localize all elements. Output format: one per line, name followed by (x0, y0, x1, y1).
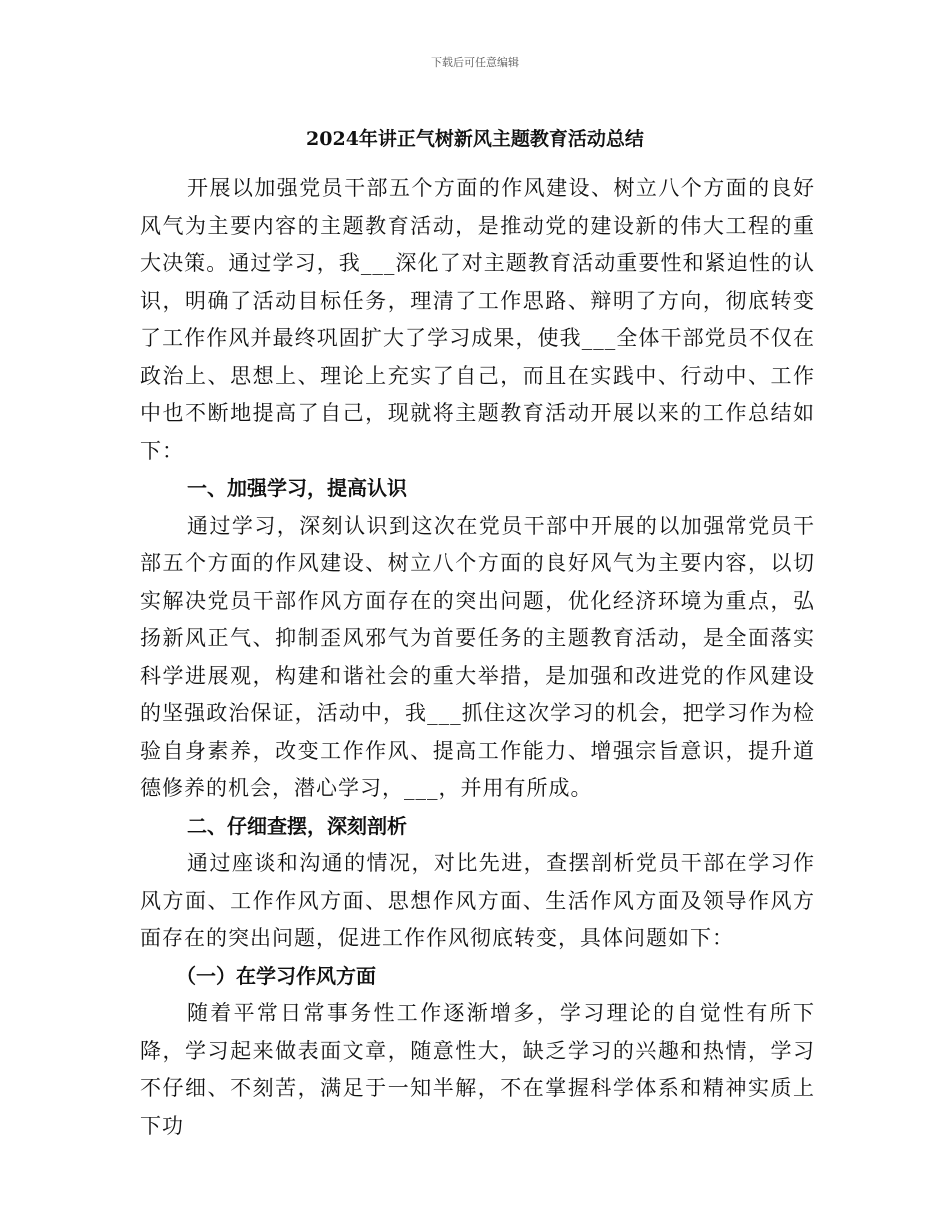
header-note: 下载后可任意编辑 (431, 56, 519, 69)
paragraph-section-2: 通过座谈和沟通的情况，对比先进，查摆剖析党员干部在学习作风方面、工作作风方面、思想作风方面、生活作风方面及领导作风方面存在的突出问题，促进工作作风彻底转变，具体问题如下： (140, 851, 815, 950)
paragraph-section-1: 通过学习，深刻认识到这次在党员干部中开展的以加强常党员干部五个方面的作风建设、树立八个方面的良好风气为主要内容，以切实解决党员干部作风方面存在的突出问题，优化经济环境为重点，弘扬新风正气、抑制歪风邪气为首要任务的主题教育活动，是全面落实科学进展观，构建和谐社会的重大举措，是加强和改进党的作风建设的坚强政治保证，活动中，我___抓住这次学习的机会，把学习作为检验自身素养，改变工作作风、提高工作能力、增强宗旨意识，提升道德修养的机会，潜心学习，___，并用有所成。 (140, 513, 815, 800)
document-body (140, 170, 815, 1145)
paragraph-subsection-1: 随着平常日常事务性工作逐渐增多，学习理论的自觉性有所下降，学习起来做表面文章，随意性大，缺乏学习的兴趣和热情，学习不仔细、不刻苦，满足于一知半解，不在掌握科学体系和精神实质上下功 (140, 1001, 815, 1138)
document-title: 2024年讲正气树新风主题教育活动总结 (306, 128, 644, 150)
subsection-heading-1: （一）在学习作风方面 (176, 963, 376, 988)
section-heading-2: 二、仔细查摆，深刻剖析 (187, 813, 407, 838)
section-heading-1: 一、加强学习，提高认识 (187, 476, 407, 500)
paragraph-intro: 开展以加强党员干部五个方面的作风建设、树立八个方面的良好风气为主要内容的主题教育活动，是推动党的建设新的伟大工程的重大决策。通过学习，我___深化了对主题教育活动重要性和紧迫性的认识，明确了活动目标任务，理清了工作思路、辩明了方向，彻底转变了工作作风并最终巩固扩大了学习成果，使我___全体干部党员不仅在政治上、思想上、理论上充实了自己，而且在实践中、行动中、工作中也不断地提高了自己，现就将主题教育活动开展以来的工作总结如下： (140, 176, 815, 463)
